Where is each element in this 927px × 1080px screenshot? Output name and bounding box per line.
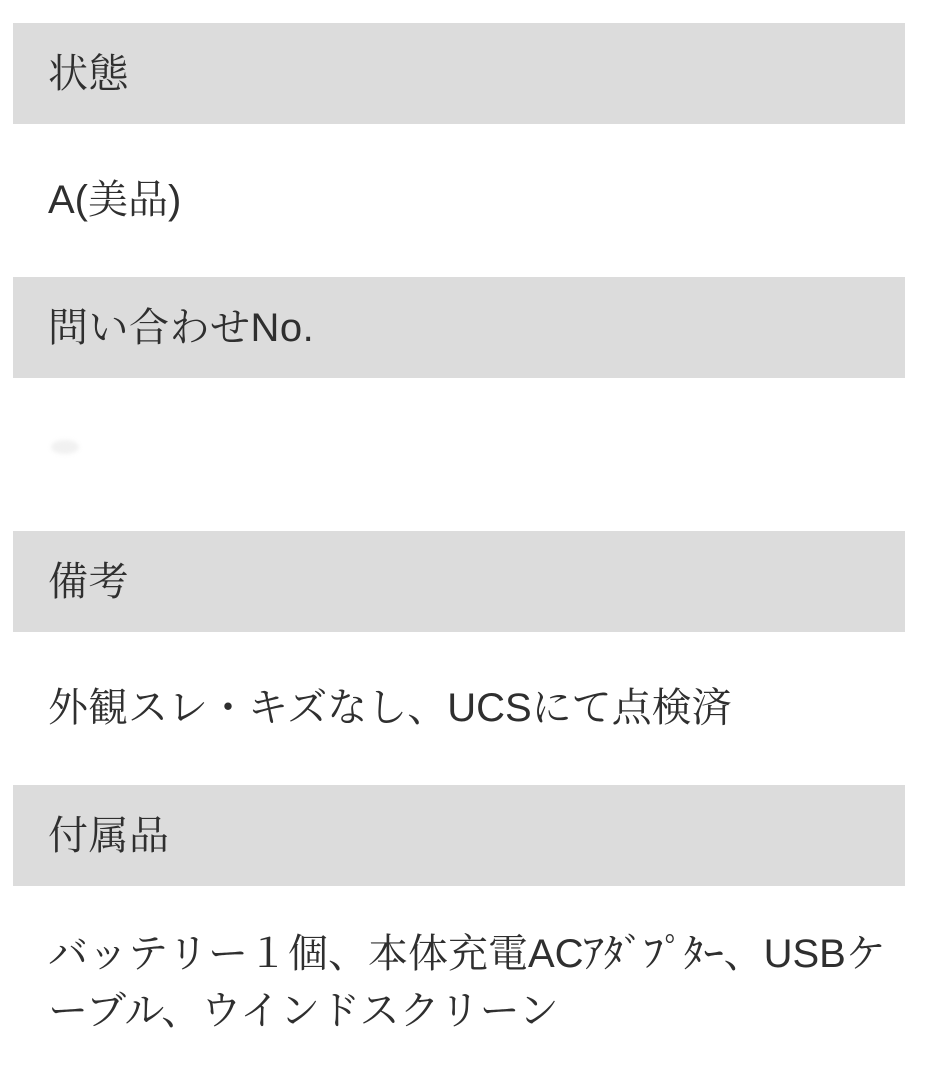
remarks-header-label: 備考 — [48, 559, 129, 604]
spec-header-remarks — [13, 531, 905, 632]
remarks-value-text: 外観スレ・キズなし、UCSにて点検済 — [48, 686, 732, 730]
redaction-smudge — [51, 440, 79, 454]
spec-header-accessories — [13, 785, 905, 886]
spec-header-inquiry-no — [13, 277, 905, 378]
condition-header-label: 状態 — [48, 51, 129, 96]
spec-row-condition — [0, 23, 927, 277]
spec-header-condition — [13, 23, 905, 124]
spec-row-remarks — [0, 531, 927, 785]
condition-value-text: A(美品) — [48, 178, 182, 222]
spec-value-inquiry-no — [13, 378, 905, 531]
spec-row-inquiry-no — [0, 277, 927, 531]
accessories-header-label: 付属品 — [48, 813, 170, 858]
spec-value-accessories — [13, 886, 905, 1080]
spec-row-accessories — [0, 785, 927, 1080]
inquiry-no-header-label: 問い合わせNo. — [48, 305, 315, 350]
accessories-value-text: バッテリー１個、本体充電ACｱﾀﾞﾌﾟﾀｰ、USBケーブル、ウインドスクリーン — [48, 932, 886, 1033]
spec-value-condition — [13, 124, 905, 277]
spec-value-remarks — [13, 632, 905, 785]
